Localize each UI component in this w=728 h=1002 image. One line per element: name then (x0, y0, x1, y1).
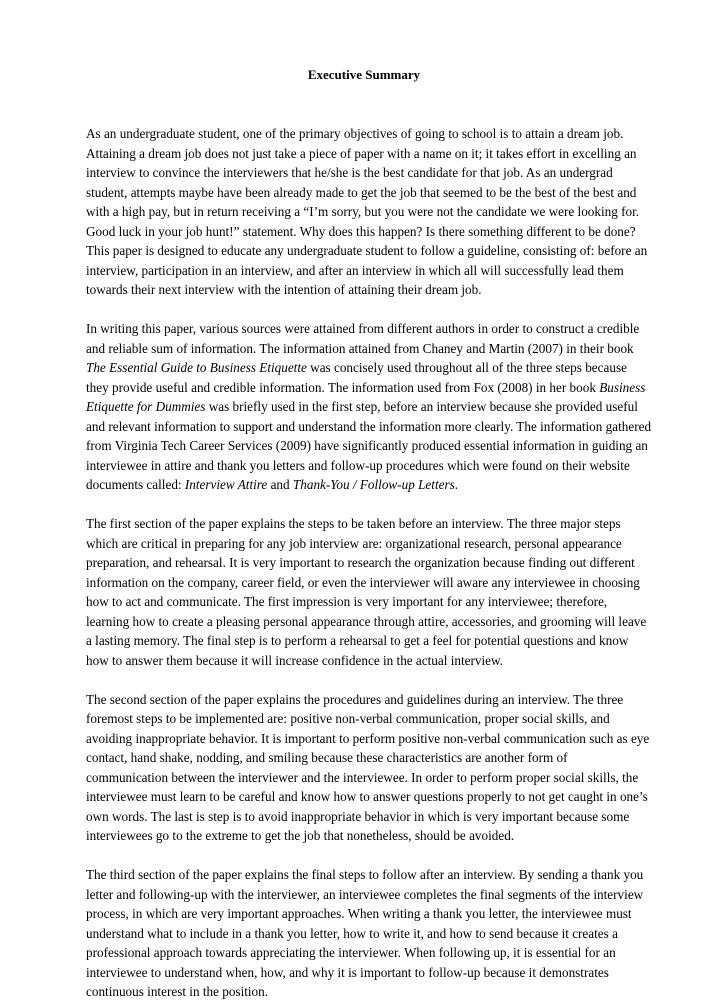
sources-text-1: In writing this paper, various sources were attained from different authors in order to construct a credible and reliable sum of information. The information attained from Chaney and Martin (2007) in their book (86, 321, 640, 356)
paragraph-sources (86, 319, 652, 495)
doc-title-interview-attire: Interview Attire (184, 477, 268, 492)
book-title-essential-guide: The Essential Guide to Business Etiquette (86, 360, 307, 375)
paragraph-introduction: As an undergraduate student, one of the primary objectives of going to school is to attain a dream job. Attaining a dream job does not just take a piece of paper with a name on it; it takes effort in excelling an interview to convince the interviewers that he/she is the best candidate for that job. As an undergrad student, attempts maybe have been already made to get the job that seemed to be the best of the best and with a high pay, but in return receiving a “I’m sorry, but you were not the candidate we were looking for. Good luck in your job hunt!” statement. Why does this happen? Is there something different to be done? This paper is designed to educate any undergraduate student to follow a guideline, consisting of: before an interview, participation in an interview, and after an interview in which all will successfully lead them towards their next interview with the intention of attaining their dream job. (86, 126, 648, 297)
doc-title-thank-you-letters: Thank-You / Follow-up Letters (292, 477, 455, 492)
sources-text-5: . (454, 477, 459, 492)
paragraph-after-interview: The third section of the paper explains the final steps to follow after an interview. By sending a thank you letter and following-up with the interviewer, an interviewee completes the final segments of the interview process, in which are very important approaches. When writing a thank you letter, the interviewee must understand what to include in a thank you letter, how to write it, and how to send because it creates a professional approach towards appreciating the interviewer. When following up, it is essential for an interviewee to understand when, how, and why it is important to follow-up because it demonstrates continuous interest in the position. (86, 867, 644, 999)
paragraph-before-interview: The first section of the paper explains the steps to be taken before an interview. The three major steps which are critical in preparing for any job interview are: organizational research, personal appearance preparation, and rehearsal. It is very important to research the organization because finding out different information on the company, career field, or even the interviewer will aware any interviewee in choosing how to act and communicate. The first impression is very important for any interviewee; therefore, learning how to create a pleasing personal appearance through attire, accessories, and grooming will leave a lasting memory. The final step is to perform a rehearsal to get a feel for potential questions and know how to answer them because it will increase confidence in the actual interview. (86, 516, 647, 668)
sources-text-4: and (267, 477, 293, 492)
sources-text-3: was briefly used in the first step, before an interview because she provided useful and relevant information to support and understand the information more clearly. The information gathered from Virginia Tech Career Services (2009) have significantly produced essential information in guiding an interviewee in attire and thank you letters and follow-up procedures which were found on their website documents called: (86, 399, 652, 492)
document-body (86, 124, 652, 1002)
page-title: Executive Summary (307, 67, 421, 82)
book-title-etiquette-for-dummies: Business Etiquette for Dummies (86, 379, 646, 414)
paragraph-during-interview: The second section of the paper explains the procedures and guidelines during an interview. The three foremost steps to be implemented are: positive non-verbal communication, proper social skills, and avoiding inappropriate behavior. It is important to perform positive non-verbal communication such as eye contact, hand shake, nodding, and smiling because these characteristics are another form of communication between the interviewer and the interviewee. In order to perform proper social skills, the interviewee must learn to be careful and know how to answer questions properly to not get caught in one’s own words. The last is step is to avoid inappropriate behavior in which is very important because some interviewees go to the extreme to get the job that nonetheless, should be avoided. (86, 691, 650, 843)
sources-text-2: was concisely used throughout all of the three steps because they provide useful and credible information. The information used from Fox (2008) in her book (86, 360, 627, 395)
